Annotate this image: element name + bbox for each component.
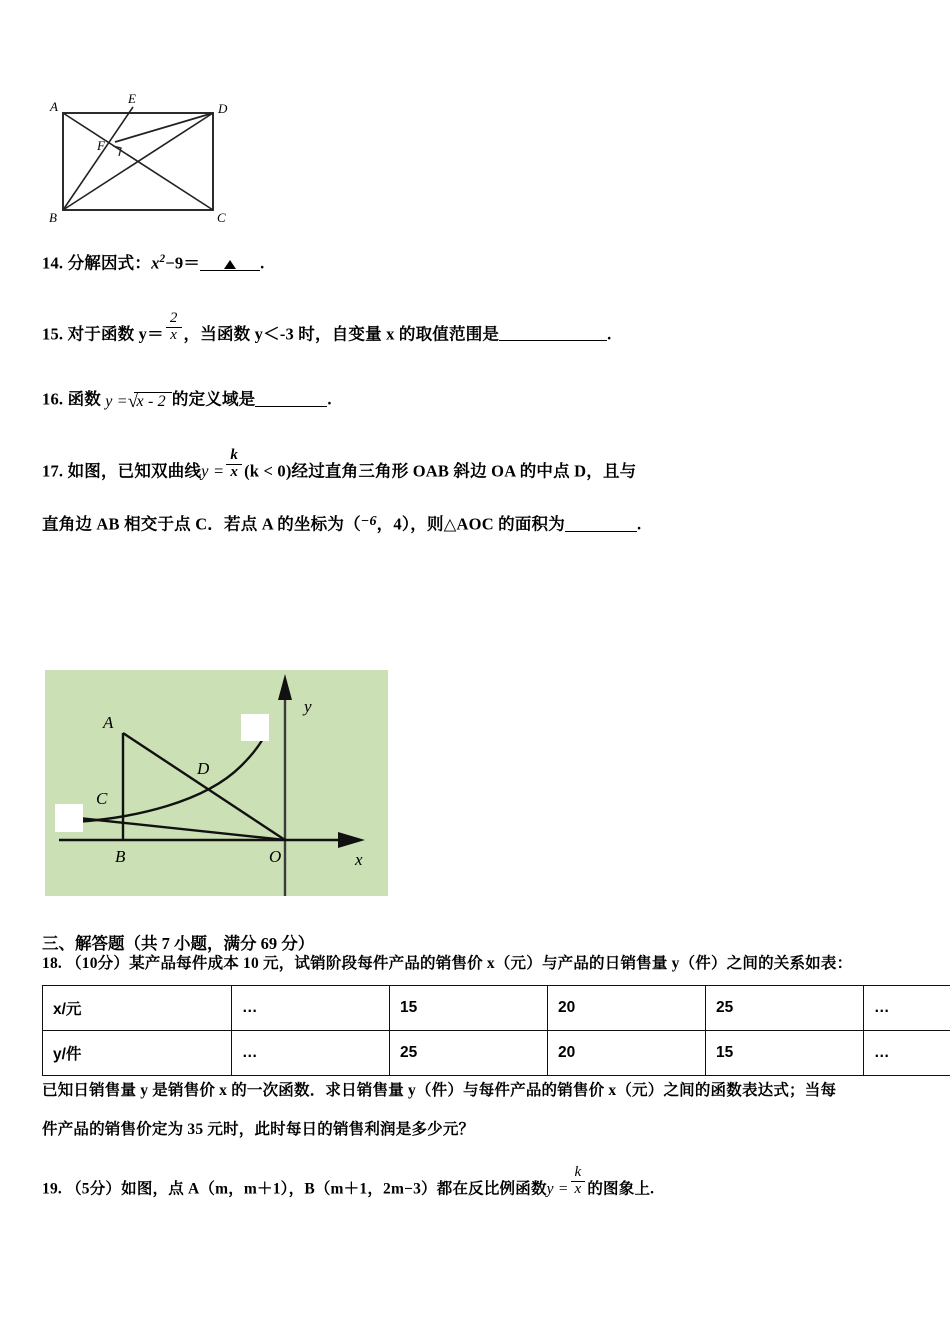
fraction-numerator: k bbox=[574, 1164, 582, 1180]
question-18-number: 18. bbox=[42, 955, 62, 972]
label-D: D bbox=[197, 759, 210, 778]
sqrt-eq-lhs: y = bbox=[105, 393, 128, 411]
question-17-suffix: . bbox=[636, 514, 642, 534]
label-A: A bbox=[50, 99, 58, 114]
label-D: D bbox=[218, 101, 228, 116]
question-15-number: 15. bbox=[42, 324, 64, 344]
question-14 bbox=[42, 253, 264, 272]
question-18-stem bbox=[42, 956, 852, 972]
question-19-text-before: 如图，点 A（m，m＋1），B（m＋1，2m−3）都在反比例函数 bbox=[121, 1180, 547, 1198]
question-16-answer-blank[interactable] bbox=[255, 389, 327, 407]
question-17-answer-blank[interactable] bbox=[565, 514, 637, 532]
question-16-text-after: 的定义域是 bbox=[171, 389, 256, 409]
question-18-after-line-1: 已知日销售量 y 是销售价 x 的一次函数．求日销售量 y（件）与每件产品的销售价 x（元）之间的函数表达式；当每 bbox=[42, 1082, 837, 1099]
question-17-number: 17. bbox=[42, 461, 64, 481]
question-16-number: 16. bbox=[42, 389, 64, 409]
question-19 bbox=[42, 1164, 655, 1205]
question-15 bbox=[42, 310, 612, 351]
question-19-number: 19. bbox=[42, 1180, 62, 1198]
fraction-k-over-x bbox=[226, 448, 242, 481]
question-17-line2-b: ，4），则△AOC 的面积为 bbox=[376, 514, 565, 534]
question-18-text: 某产品每件成本 10 元，试销阶段每件产品的销售价 x（元）与产品的日销售量 y（件）之间的关系如表： bbox=[129, 955, 853, 972]
mask-box-left bbox=[55, 804, 83, 832]
question-16-text-before: 函数 bbox=[67, 389, 101, 409]
question-17-condition: (k < 0) bbox=[244, 461, 292, 481]
fraction-denominator: x bbox=[166, 327, 182, 344]
label-x-axis: x bbox=[355, 850, 363, 869]
question-15-suffix: . bbox=[607, 324, 612, 344]
question-17-line-2 bbox=[42, 514, 641, 534]
cell-x-4: … bbox=[864, 986, 950, 1031]
cell-y-0: … bbox=[232, 1031, 390, 1076]
question-14-answer-blank[interactable] bbox=[200, 253, 260, 271]
question-18-after-line-2: 件产品的销售价定为 35 元时，此时每日的销售利润是多少元？ bbox=[42, 1121, 475, 1138]
cell-y-1: 25 bbox=[390, 1031, 548, 1076]
label-A: A bbox=[103, 713, 114, 732]
fraction-k-over-x bbox=[571, 1165, 586, 1198]
question-19-score: （5分） bbox=[66, 1180, 122, 1198]
sqrt-expression bbox=[105, 391, 172, 413]
question-14-prefix: 分解因式： bbox=[67, 253, 152, 273]
label-C: C bbox=[217, 210, 226, 225]
hyperbola-triangle-svg bbox=[45, 670, 388, 896]
question-17-text-before: 如图，已知双曲线 bbox=[67, 461, 202, 481]
rectangle-abcd-diagram bbox=[45, 88, 255, 228]
label-B: B bbox=[49, 210, 57, 225]
cell-y-3: 15 bbox=[706, 1031, 864, 1076]
question-14-expr-tail: −9＝ bbox=[165, 253, 201, 273]
row-label-y: y/件 bbox=[43, 1031, 232, 1076]
cell-x-2: 20 bbox=[548, 986, 706, 1031]
question-17-eq-lhs: y = bbox=[201, 461, 225, 481]
question-15-answer-blank[interactable] bbox=[499, 324, 607, 342]
section-three-heading: 三、解答题（共 7 小题，满分 69 分） bbox=[42, 934, 315, 953]
question-16 bbox=[42, 389, 332, 413]
label-F: F bbox=[97, 138, 105, 153]
question-14-suffix: . bbox=[260, 253, 265, 273]
cell-x-0: … bbox=[232, 986, 390, 1031]
table-row bbox=[43, 1031, 950, 1076]
question-15-text-before: 对于函数 y＝ bbox=[67, 324, 164, 344]
question-19-text-after: 的图象上. bbox=[587, 1180, 655, 1198]
label-y-axis: y bbox=[304, 697, 312, 716]
question-15-text-mid: ，当函数 y＜-3 时，自变量 x 的取值范围是 bbox=[183, 324, 500, 344]
sqrt-radicand: x - 2 bbox=[134, 392, 171, 410]
question-17-coord-x: −6 bbox=[360, 513, 377, 529]
label-E: E bbox=[128, 91, 136, 106]
radical-icon: √ bbox=[127, 391, 139, 413]
question-17-line-1 bbox=[42, 447, 637, 488]
question-19-eq-lhs: y = bbox=[546, 1180, 569, 1198]
fraction-denominator: x bbox=[571, 1181, 586, 1198]
label-B: B bbox=[115, 847, 126, 866]
question-16-suffix: . bbox=[327, 389, 332, 409]
cell-y-4: … bbox=[864, 1031, 950, 1076]
question-14-expr-sup: 2 bbox=[159, 253, 166, 265]
cell-y-2: 20 bbox=[548, 1031, 706, 1076]
fraction-numerator: k bbox=[230, 447, 239, 463]
label-C: C bbox=[96, 789, 108, 808]
fraction-denominator: x bbox=[226, 464, 242, 481]
question-14-expr-base: x bbox=[151, 253, 160, 273]
rectangle-abcd-svg bbox=[45, 88, 255, 228]
question-14-number: 14. bbox=[42, 253, 64, 273]
mask-box-upper bbox=[241, 714, 269, 741]
cell-x-3: 25 bbox=[706, 986, 864, 1031]
hyperbola-triangle-diagram bbox=[45, 670, 388, 896]
table-row bbox=[43, 986, 950, 1031]
sales-data-table bbox=[42, 985, 950, 1076]
question-17-text-after: 经过直角三角形 OAB 斜边 OA 的中点 D，且与 bbox=[291, 461, 637, 481]
cell-x-1: 15 bbox=[390, 986, 548, 1031]
row-label-x: x/元 bbox=[43, 986, 232, 1031]
fraction-numerator: 2 bbox=[169, 310, 178, 326]
question-17-line2-a: 直角边 AB 相交于点 C．若点 A 的坐标为（ bbox=[42, 514, 361, 534]
label-O: O bbox=[269, 847, 282, 866]
fraction-2-over-x bbox=[166, 311, 182, 344]
question-18-score: （10分） bbox=[66, 955, 130, 972]
triangle-marker bbox=[224, 260, 236, 269]
